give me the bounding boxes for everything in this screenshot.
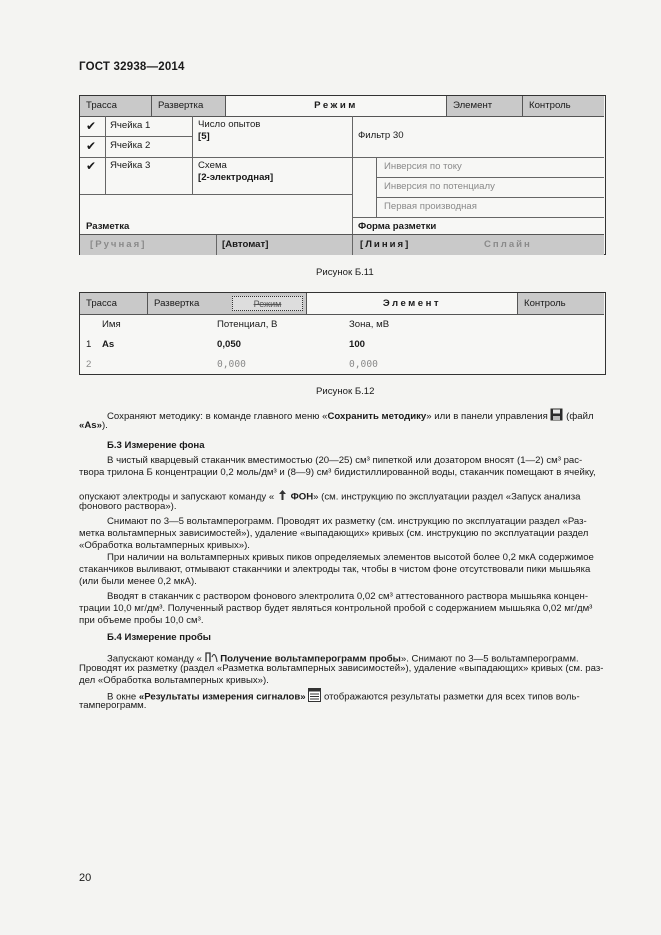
cell3-label: Ячейка 3 <box>110 160 151 171</box>
b3-line: При наличии на вольтамперных кривых пиков определяемых элементов высотой более 0,2 мкА содержимое <box>107 552 594 563</box>
tab-trace[interactable]: Трасса <box>80 293 148 314</box>
markup-auto-button[interactable]: [Автомат] <box>222 239 269 250</box>
b3-line: (или были менее 0,2 мкА). <box>79 576 197 587</box>
experiments-value[interactable]: [5] <box>198 131 210 142</box>
tab-control[interactable]: Контроль <box>524 298 566 309</box>
standard-header: ГОСТ 32938—2014 <box>79 61 185 73</box>
figure-b11-header <box>80 96 604 117</box>
grid-line <box>80 157 604 158</box>
markup-form-label: Форма разметки <box>358 221 437 232</box>
markup-label: Разметка <box>86 221 130 232</box>
row2-potential[interactable]: 0,000 <box>217 359 246 370</box>
b3-line: фонового раствора»). <box>79 501 177 512</box>
tab-element[interactable]: Элемент <box>447 96 523 116</box>
b3-line: при объеме пробы 10,0 см³. <box>79 615 204 626</box>
tab-sweep[interactable]: Развертка <box>154 298 200 309</box>
tab-trace[interactable]: Трасса <box>80 96 152 116</box>
grid-line <box>80 136 192 137</box>
b3-line: метка вольтамперных зависимостей»), удаление «выпадающих» кривых (см. инструкцию по эксплуатации раздел <box>79 528 589 539</box>
row2-index: 2 <box>86 359 92 370</box>
row1-index: 1 <box>86 339 92 350</box>
save-paragraph-line2: «As»). <box>79 420 108 431</box>
b3-line: В чистый кварцевый стаканчик вместимостью (20—25) см³ пипеткой или дозатором вносят (1—2) см³ рас- <box>107 455 583 466</box>
option-current-inversion[interactable]: Инверсия по току <box>384 161 462 172</box>
b3-line: «Обработка вольтамперных кривых»). <box>79 540 250 551</box>
figure-b12-caption: Рисунок Б.12 <box>316 386 375 397</box>
grid-line <box>80 353 605 413</box>
b4-line-results: В окне «Результаты измерения сигналов» отображаются результаты разметки для всех типов воль- <box>107 688 580 706</box>
tab-element[interactable]: Элемент <box>306 293 518 314</box>
row2-zone[interactable]: 0,000 <box>349 359 378 370</box>
results-table-icon[interactable] <box>308 688 321 706</box>
b3-line: Вводят в стаканчик с раствором фонового электролита 0,02 см³ аттестованного раствора мышьяка концен- <box>107 591 589 602</box>
scheme-value[interactable]: [2-электродная] <box>198 172 274 183</box>
cell2-checkbox[interactable]: ✔ <box>86 139 97 153</box>
section-b4-heading: Б.4 Измерение пробы <box>107 632 211 643</box>
markup-options-bar <box>80 234 604 255</box>
page-number: 20 <box>79 872 92 884</box>
tab-sweep[interactable]: Развертка <box>152 96 226 116</box>
figure-b12-header <box>80 293 604 315</box>
b4-line-command: Запускают команду « Получение вольтамперограмм пробы». Снимают по 3—5 вольтамперограмм. <box>107 651 579 667</box>
column-potential: Потенциал, В <box>217 319 278 330</box>
b3-line: трации 10,0 мг/дм³. Полученный раствор будет являться контрольной пробой с содержанием мышьяка 0,02 мг/дм³ <box>79 603 593 614</box>
option-potential-inversion[interactable]: Инверсия по потенциалу <box>384 181 495 192</box>
b4-line: тамперограмм. <box>79 700 147 711</box>
b3-line: твора трилона Б концентрации 0,2 моль/дм³ и (8—9) см³ бидистиллированной воды, стаканчик помещают в ячейку, <box>79 467 596 478</box>
grid-line <box>352 235 353 255</box>
cell2-label: Ячейка 2 <box>110 140 151 151</box>
grid-line <box>376 157 377 217</box>
cell3-checkbox[interactable]: ✔ <box>86 159 97 173</box>
option-first-derivative[interactable]: Первая производная <box>384 201 477 212</box>
grid-line <box>352 217 604 218</box>
b3-line-command: опускают электроды и запускают команду « ФОН» (см. инструкцию по эксплуатации раздел «Запуск анализа <box>79 489 580 505</box>
grid-line <box>376 197 604 198</box>
b3-line: стаканчиков выливают, отмывают стаканчики и электроды так, чтобы в чистом фоне отсутствовали пики мышьяка <box>79 564 591 575</box>
tab-mode[interactable]: Режим <box>226 96 447 116</box>
tab-mode[interactable]: Режим <box>232 296 303 311</box>
column-zone: Зона, мВ <box>349 319 390 330</box>
cell1-checkbox[interactable]: ✔ <box>86 119 97 133</box>
filter-label[interactable]: Фильтр 30 <box>358 130 404 141</box>
markup-manual-button[interactable]: [Ручная] <box>90 239 147 250</box>
figure-b12-panel <box>79 292 606 375</box>
experiments-label: Число опытов <box>198 119 261 130</box>
background-command-icon[interactable] <box>277 489 288 505</box>
grid-line <box>80 194 352 195</box>
save-paragraph-line1: Сохраняют методику: в команде главного меню «Сохранить методику» или в панели управления (файл <box>107 408 594 425</box>
grid-line <box>376 177 604 178</box>
form-line-button[interactable]: [Линия] <box>360 239 411 250</box>
b3-line: Снимают по 3—5 вольтамперограмм. Проводят их разметку (см. инструкцию по эксплуатации раздел «Раз- <box>107 516 587 527</box>
row1-potential[interactable]: 0,050 <box>217 339 242 350</box>
row1-zone[interactable]: 100 <box>349 339 366 350</box>
section-b3-heading: Б.3 Измерение фона <box>107 440 205 451</box>
figure-b11-caption: Рисунок Б.11 <box>316 267 374 278</box>
b4-line: дел «Обработка вольтамперных кривых»). <box>79 675 269 686</box>
grid-line <box>105 116 106 194</box>
b4-line: Проводят их разметку (раздел «Разметка вольтамперных зависимостей»), удаление «выпадающих» кривых (см. раз- <box>79 663 604 674</box>
row1-name[interactable]: As <box>102 339 115 350</box>
tab-control[interactable]: Контроль <box>529 100 571 111</box>
grid-line <box>216 235 217 255</box>
column-name: Имя <box>102 319 121 330</box>
form-spline-button[interactable]: Сплайн <box>484 239 532 250</box>
scheme-label: Схема <box>198 160 227 171</box>
grid-line <box>192 116 193 194</box>
figure-b11-panel <box>79 95 606 255</box>
save-disk-icon[interactable] <box>550 408 563 425</box>
cell1-label: Ячейка 1 <box>110 120 151 131</box>
